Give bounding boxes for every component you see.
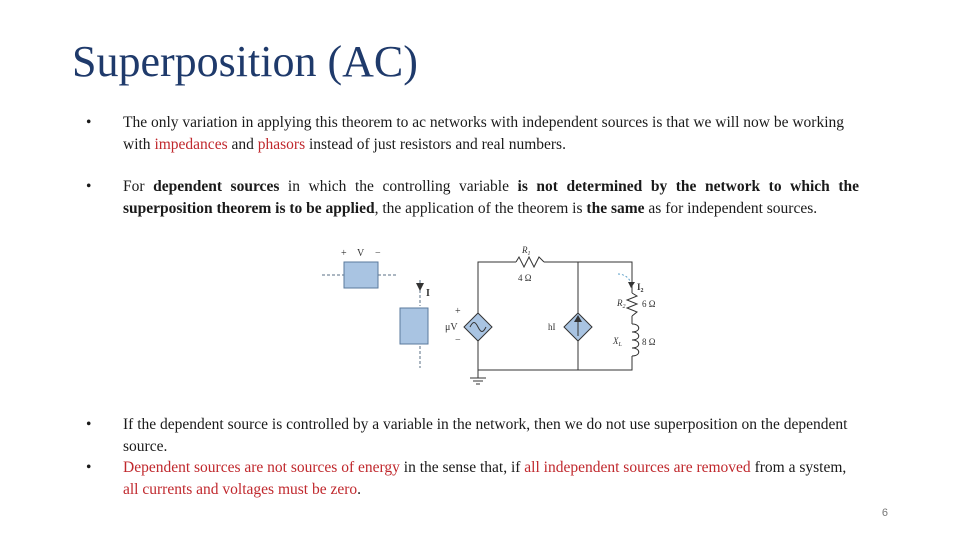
element-box-v [344,262,378,288]
label-i2: $I_2$ [637,282,644,294]
inductor-xl-icon [632,324,639,356]
text-run: The only variation in applying this theorem to ac networks with independent sources is that we will now be working with [123,114,845,153]
text-run: as for independent sources. [644,199,818,217]
text-run: in the sense that, if [399,459,525,476]
bullet-3-text: If the dependent source is controlled by a variable in the network, then we do not use superposition on the dependent source. [123,416,848,455]
minus-sign: − [375,248,381,259]
value-r1: 4 Ω [518,273,532,283]
wire [478,358,632,370]
bullet-4-text [123,457,859,500]
circuit-diagram [300,238,680,388]
highlight-must-be-zero: all currents and voltages must be zero [123,480,358,498]
value-r2: 6 Ω [642,299,656,309]
text-run: For [123,178,154,195]
highlight-phasors: phasors [257,135,306,153]
element-box-i [400,308,428,344]
highlight-impedances: impedances [154,135,228,153]
page-number: 6 [881,507,888,519]
label-hi: hI [548,322,556,332]
wire [544,262,632,293]
slide-title: Superposition (AC) [72,37,418,86]
bold-condition: is not determined by the network to which the superposition theorem is to be applied [123,178,859,217]
circuit-figure [300,238,680,388]
minus-sign: − [455,335,461,346]
bullet-marker: • [86,178,92,195]
text-run: , the application of the theorem is [374,199,587,217]
label-i: I [426,288,430,299]
bullet-marker: • [86,459,92,476]
bullet-2-text [123,176,859,219]
bold-the-same: the same [586,199,645,217]
current-arrow-icon [416,283,424,291]
plus-sign: + [455,306,461,317]
label-mu-v: μV [445,322,458,333]
value-xl: 8 Ω [642,337,656,347]
highlight-not-energy-sources: Dependent sources are not sources of energy [123,459,400,476]
down-arrow-icon [628,282,635,288]
highlight-sources-removed: all independent sources are removed [524,459,751,476]
text-run: . [357,480,362,498]
label-v: V [357,248,365,259]
text-run: instead of just resistors and real numbers. [305,135,566,153]
text-run: in which the controlling variable [279,178,518,195]
bullet-marker: • [86,416,92,433]
bullet-1-text [123,112,859,155]
text-run: and [227,135,258,153]
resistor-r2-icon [627,293,637,316]
wire [478,262,516,313]
bold-dependent-sources: dependent sources [153,178,280,195]
plus-sign: + [341,248,347,259]
bullet-marker: • [86,114,92,131]
text-run: from a system, [750,459,847,476]
label-r2: $R_2$ [617,298,626,310]
label-xl: $X_L$ [613,336,622,348]
resistor-r1-icon [516,257,544,267]
label-r1: $R_1$ [522,245,531,257]
